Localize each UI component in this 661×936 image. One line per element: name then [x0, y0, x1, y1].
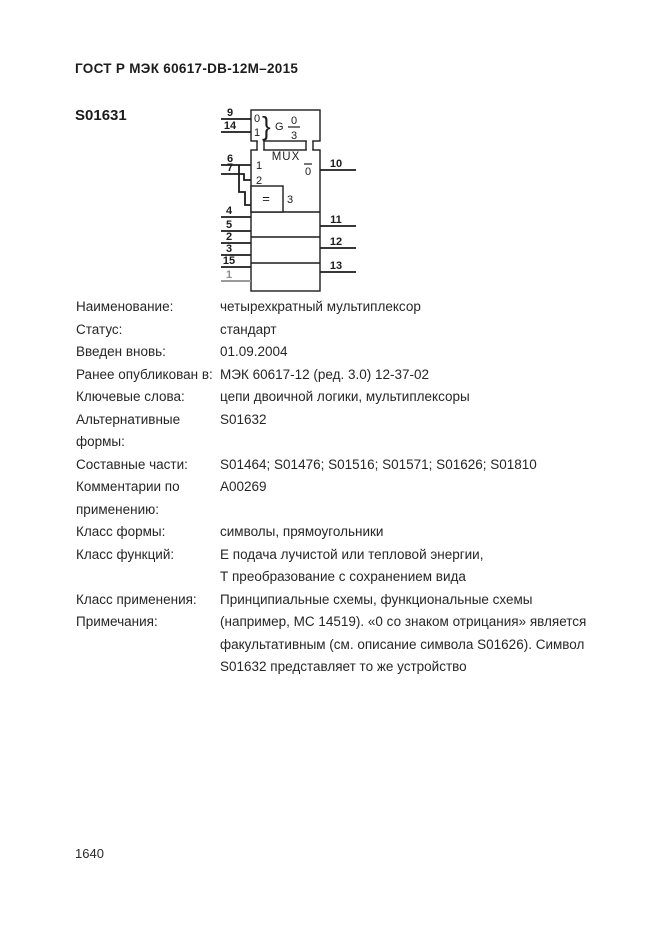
dependency-letter-g: G — [275, 121, 284, 133]
wire-pin-7 — [221, 174, 251, 180]
detail-value: стандарт — [220, 321, 277, 337]
range-denominator: 3 — [290, 130, 298, 142]
detail-value-line: S01632 представляет то же устройство — [220, 659, 467, 674]
detail-label: Введен вновь: — [76, 344, 166, 359]
range-numerator: 0 — [290, 115, 298, 127]
detail-label: Ключевые слова: — [76, 389, 185, 404]
pin-label-6: 6 — [226, 153, 234, 165]
equality-output-3: 3 — [287, 194, 294, 206]
pin-label-13: 13 — [329, 260, 343, 272]
detail-value: Принципиальные схемы, функциональные схемы — [220, 591, 533, 607]
detail-value — [220, 544, 596, 589]
table-row — [76, 454, 596, 477]
pin-label-2: 2 — [225, 231, 233, 243]
table-row — [76, 521, 596, 544]
pin-label-4: 4 — [225, 205, 233, 217]
detail-label: Ранее опубликован в: — [76, 366, 213, 382]
table-row — [76, 341, 596, 364]
mux-label: MUX — [271, 151, 301, 163]
detail-label: Комментарии по применению: — [76, 479, 180, 517]
detail-value-line: факультативным (см. описание символа S01626). Символ — [220, 636, 585, 652]
pin-label-1: 1 — [225, 269, 233, 281]
detail-value: S01632 — [220, 411, 267, 427]
detail-value — [220, 611, 596, 679]
detail-label: Наименование: — [76, 299, 174, 314]
detail-label: Класс применения: — [76, 591, 197, 607]
select-weight-1: 1 — [254, 127, 261, 139]
section1-sel-2: 2 — [256, 175, 263, 187]
detail-label: Класс функций: — [76, 546, 175, 562]
detail-label: Составные части: — [76, 456, 188, 472]
detail-label: Класс формы: — [76, 524, 166, 539]
detail-value: МЭК 60617-12 (ред. 3.0) 12-37-02 — [220, 366, 430, 382]
table-row — [76, 364, 596, 387]
detail-value: A00269 — [220, 479, 267, 494]
document-header: ГОСТ Р МЭК 60617-DB-12M–2015 — [75, 61, 299, 76]
detail-label: Примечания: — [76, 614, 158, 629]
detail-value: S01464; S01476; S01516; S01571; S01626; S01810 — [220, 456, 537, 472]
pin-label-7: 7 — [226, 162, 234, 174]
pin-label-5: 5 — [225, 219, 233, 231]
table-row — [76, 544, 596, 589]
detail-value-line: Е подача лучистой или тепловой энергии, — [220, 546, 484, 562]
pin-label-14: 14 — [223, 120, 237, 132]
detail-value-line: (например, MC 14519). «0 со знаком отрицания» является — [220, 614, 587, 629]
wire-branch-to-equality — [239, 165, 251, 205]
detail-value: цепи двоичной логики, мультиплексоры — [220, 389, 470, 404]
neck-mask-left — [258, 139, 263, 152]
properties-table — [76, 296, 596, 679]
pin-label-9: 9 — [226, 107, 234, 119]
section1-sel-1: 1 — [256, 160, 263, 172]
output-qualifier-0: 0 — [304, 166, 312, 178]
table-row — [76, 409, 596, 454]
detail-value-line: Т преобразование с сохранением вида — [220, 569, 466, 584]
table-row — [76, 589, 596, 612]
neck-mask-right — [307, 139, 312, 152]
pin-label-15: 15 — [222, 255, 236, 267]
symbol-id: S01631 — [75, 107, 127, 124]
detail-value: четырехкратный мультиплексор — [220, 299, 421, 314]
select-weight-0: 0 — [254, 113, 261, 125]
pin-label-11: 11 — [330, 214, 342, 226]
page-number: 1640 — [75, 846, 104, 861]
table-row — [76, 386, 596, 409]
equality-sign: = — [262, 191, 270, 206]
symbol-diagram — [200, 100, 370, 300]
pin-label-12: 12 — [329, 236, 343, 248]
brace-glyph: } — [262, 111, 271, 141]
table-row — [76, 319, 596, 342]
table-row — [76, 476, 596, 521]
detail-label: Статус: — [76, 321, 123, 337]
detail-value: символы, прямоугольники — [220, 524, 384, 539]
table-row — [76, 611, 596, 679]
pin-label-3: 3 — [225, 243, 233, 255]
detail-label: Альтернативные формы: — [76, 411, 181, 449]
table-row — [76, 296, 596, 319]
detail-value: 01.09.2004 — [220, 344, 288, 359]
pin-label-10: 10 — [329, 158, 343, 170]
